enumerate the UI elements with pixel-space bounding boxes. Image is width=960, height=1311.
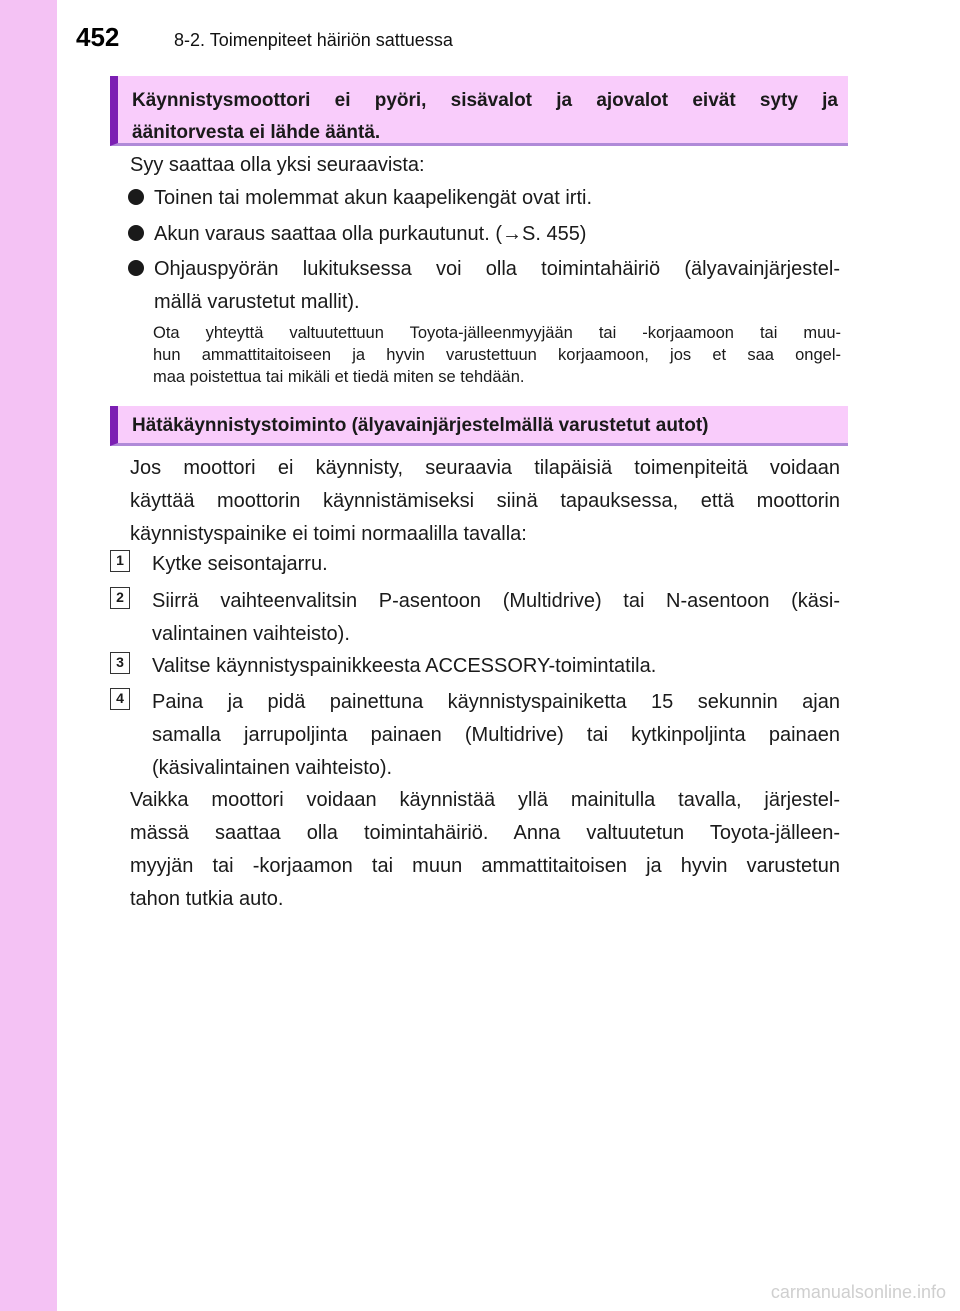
closing-line: tahon tutkia auto.	[130, 888, 284, 910]
section-heading-line: Käynnistysmoottori ei pyöri, sisävalot ja ajovalot eivät syty ja	[132, 90, 838, 111]
note-line: hun ammattitaitoiseen ja hyvin varustettuun korjaamoon, jos et saa ongel-	[153, 346, 841, 364]
bullet-text-line: Ohjauspyörän lukituksessa voi olla toimintahäiriö (älyavainjärjestel-	[154, 258, 840, 280]
page-number: 452	[76, 22, 120, 52]
step-text-line: valintainen vaihteisto).	[152, 623, 350, 645]
section-heading-starter	[110, 76, 848, 146]
step-text-line: (käsivalintainen vaihteisto).	[152, 757, 393, 779]
bullet-item	[128, 182, 840, 215]
step-item	[110, 548, 840, 581]
note-line: Ota yhteyttä valtuutettuun Toyota-jälleenmyyjään tai -korjaamoon tai muu-	[153, 324, 841, 342]
bullet-text	[154, 253, 840, 319]
step-number-badge: 2	[110, 587, 130, 609]
bullet-item	[128, 218, 840, 251]
step-number-badge: 4	[110, 688, 130, 710]
step-item	[110, 650, 840, 683]
step-text	[152, 585, 840, 651]
bullet-text: Toinen tai molemmat akun kaapelikengät ovat irti.	[154, 187, 593, 209]
note-text	[153, 322, 841, 388]
closing-paragraph	[130, 784, 840, 916]
closing-line: mässä saattaa olla toimintahäiriö. Anna valtuutetun Toyota-jälleen-	[130, 822, 840, 844]
step-text-line: Siirrä vaihteenvalitsin P-asentoon (Multidrive) tai N-asentoon (käsi-	[152, 590, 840, 612]
intro-line: käyttää moottorin käynnistämiseksi siinä tapauksessa, että moottorin	[130, 490, 840, 512]
closing-line: Vaikka moottori voidaan käynnistää yllä mainitulla tavalla, järjestel-	[130, 789, 840, 811]
step-number-badge: 3	[110, 652, 130, 674]
step-text-line: Paina ja pidä painettuna käynnistyspainiketta 15 sekunnin ajan	[152, 691, 840, 713]
closing-line: myyjän tai -korjaamon tai muun ammattitaitoisen ja hyvin varustetun	[130, 855, 840, 877]
bullet-icon	[128, 189, 144, 205]
step-text: Valitse käynnistyspainikkeesta ACCESSORY-toimintatila.	[152, 655, 657, 677]
intro-line: Jos moottori ei käynnisty, seuraavia tilapäisiä toimenpiteitä voidaan	[130, 457, 840, 479]
step-text-line: samalla jarrupoljinta painaen (Multidrive) tai kytkinpoljinta painaen	[152, 724, 840, 746]
bullet-item	[128, 253, 840, 319]
step-number-badge: 1	[110, 550, 130, 572]
page-header	[0, 0, 960, 60]
step-item	[110, 686, 840, 785]
bullet-text-line: mällä varustetut mallit).	[154, 291, 360, 313]
intro-line: käynnistyspainike ei toimi normaalilla tavalla:	[130, 523, 527, 545]
bullet-icon	[128, 260, 144, 276]
step-text: Kytke seisontajarru.	[152, 553, 328, 575]
section-heading-line: äänitorvesta ei lähde ääntä.	[132, 122, 381, 143]
step-text	[152, 686, 840, 785]
section-heading-emergency	[110, 406, 848, 446]
watermark-text: carmanualsonline.info	[770, 1282, 946, 1302]
bullet-icon	[128, 225, 144, 241]
bullet-text: Akun varaus saattaa olla purkautunut. (→S. 455)	[154, 223, 587, 245]
intro-text: Syy saattaa olla yksi seuraavista:	[130, 154, 425, 176]
side-color-band	[0, 0, 57, 1311]
note-line: maa poistettua tai mikäli et tiedä miten se tehdään.	[153, 368, 525, 386]
step-item	[110, 585, 840, 651]
section2-intro	[130, 452, 840, 551]
section-heading-line: Hätäkäynnistystoiminto (älyavainjärjestelmällä varustetut autot)	[132, 415, 709, 436]
chapter-title: 8-2. Toimenpiteet häiriön sattuessa	[174, 30, 453, 50]
